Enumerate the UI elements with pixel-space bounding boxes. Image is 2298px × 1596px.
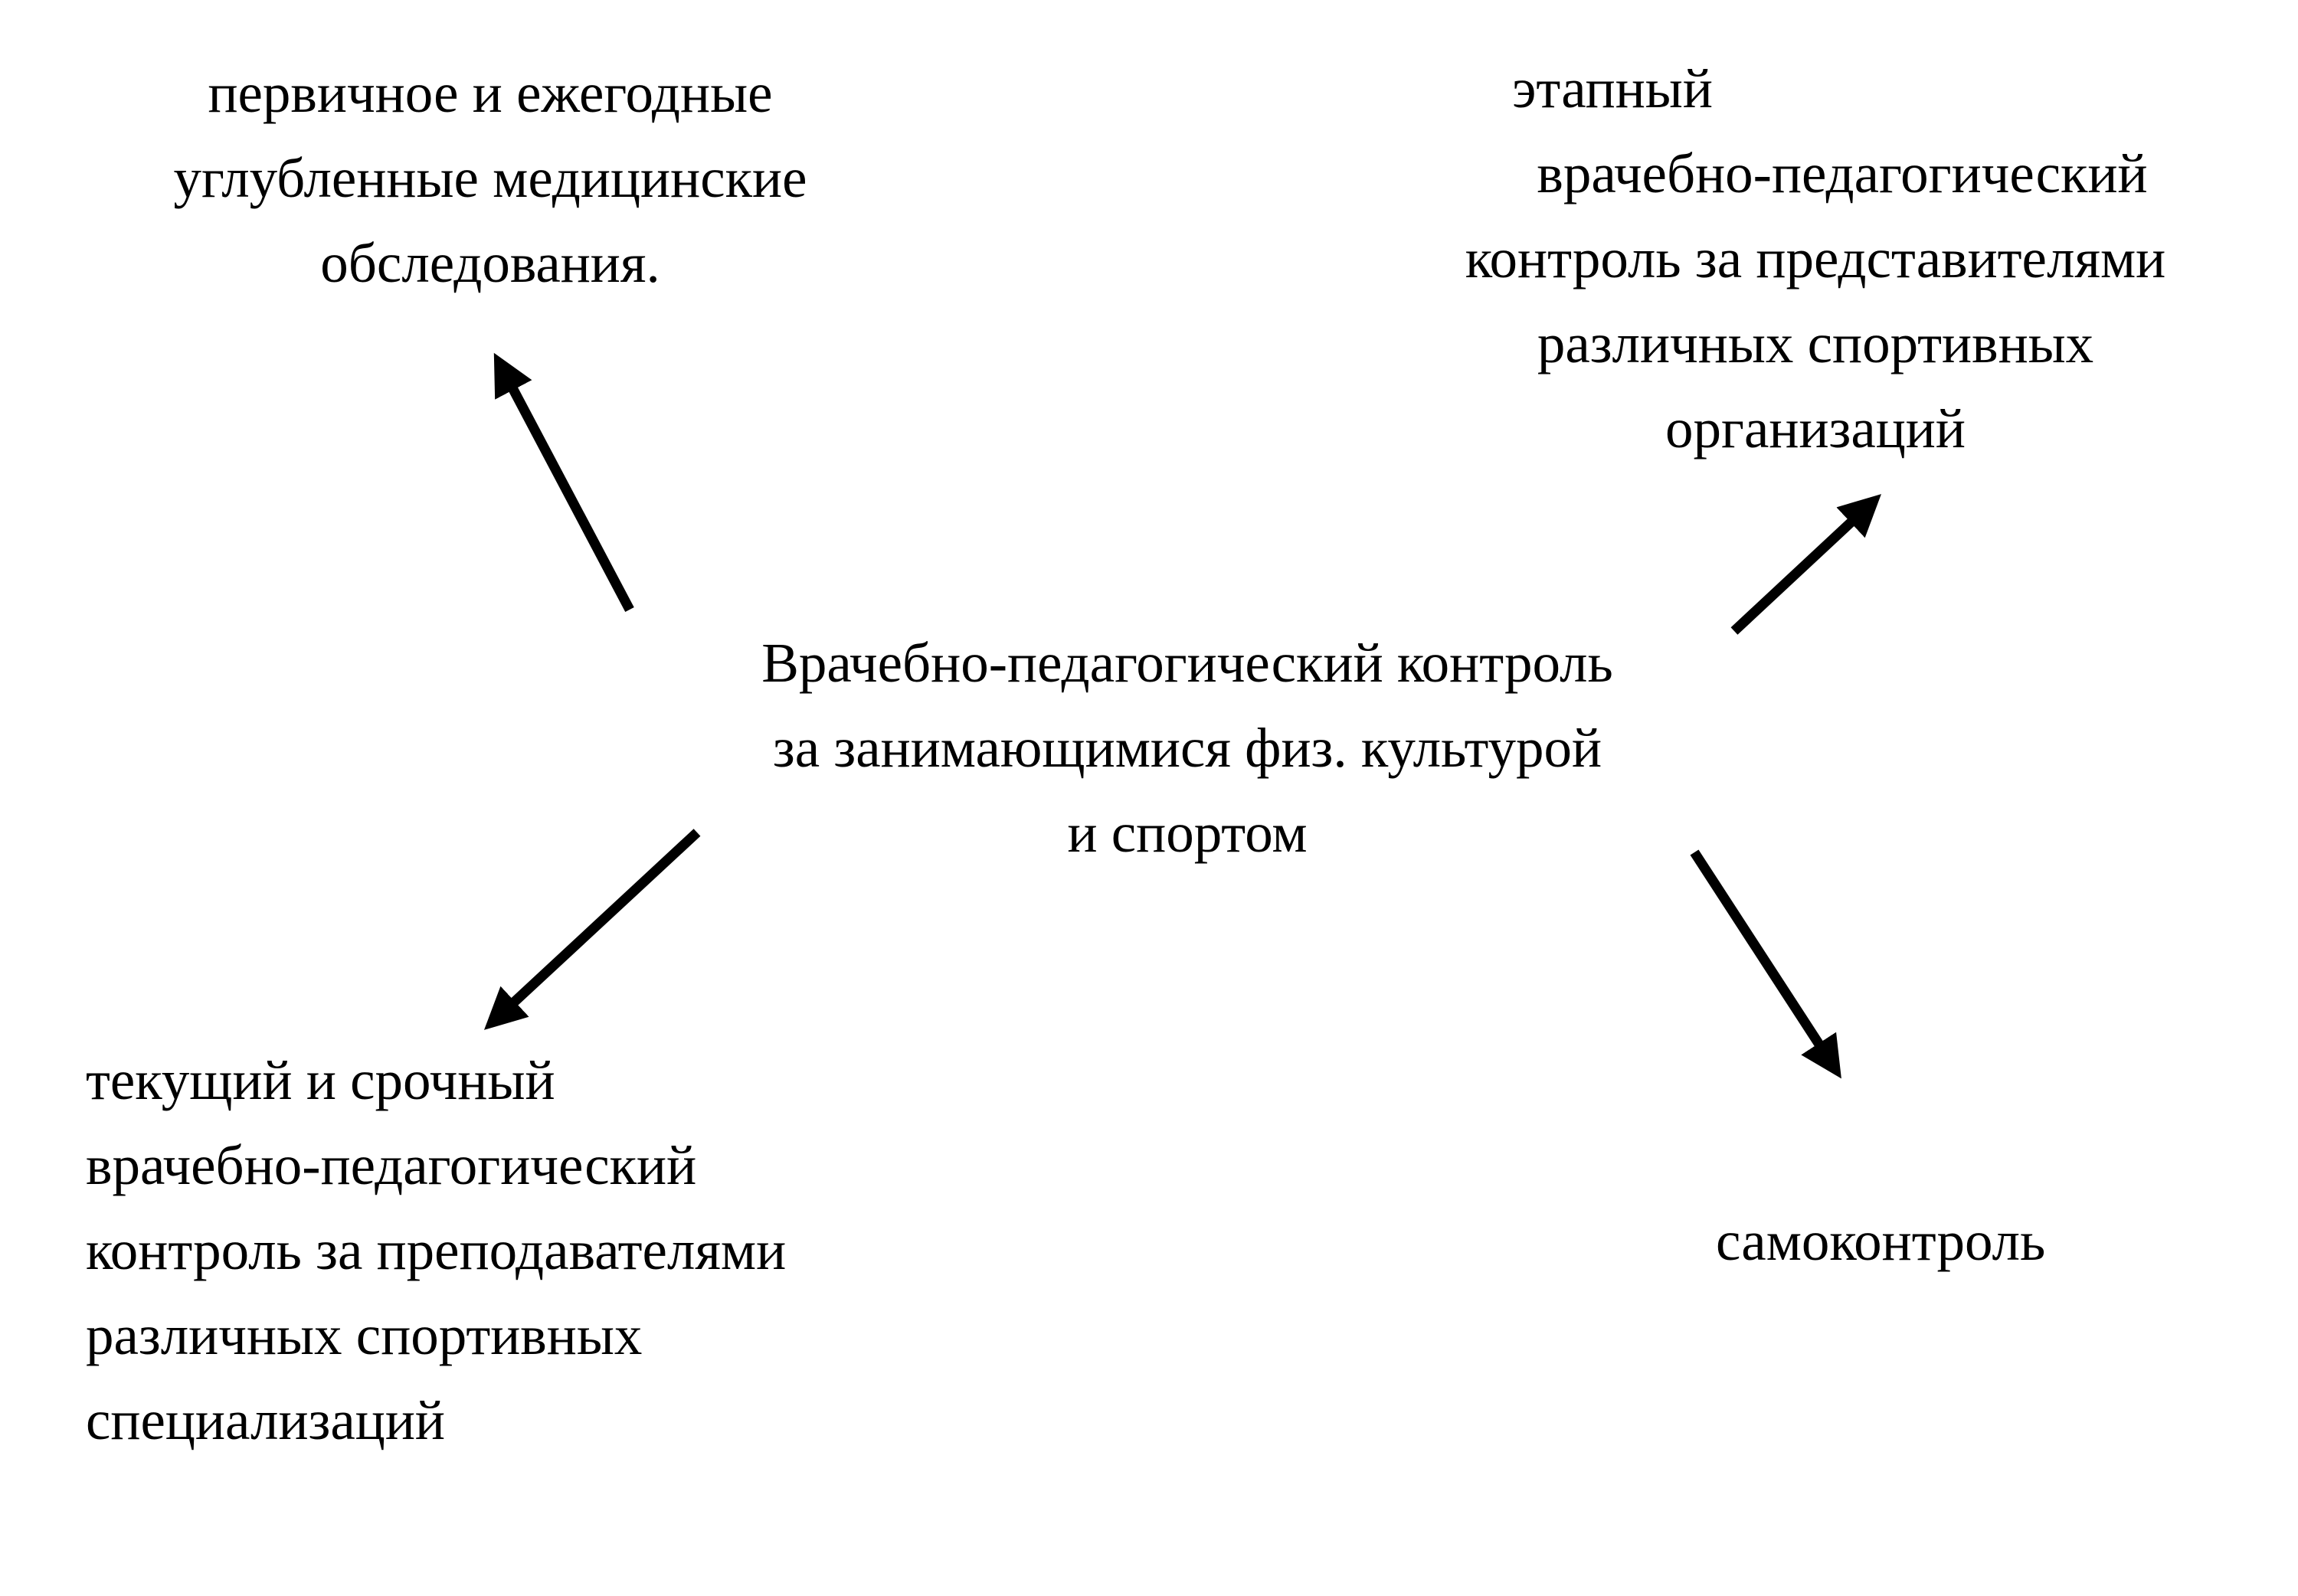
node-bottom-left-line: специализаций [86, 1389, 445, 1451]
arrow-to-bottom-left [496, 832, 697, 1019]
node-top-right-line: этапный [1512, 57, 1713, 119]
central-node-line: Врачебно-педагогический контроль [761, 632, 1613, 694]
node-top-left-line: первичное и ежегодные [208, 62, 773, 124]
node-top-right-line: контроль за представителями [1465, 227, 2166, 289]
node-bottom-left-line: различных спортивных [86, 1304, 643, 1366]
node-bottom-left-line: контроль за преподавателями [86, 1219, 787, 1281]
node-bottom-right-line: самоконтроль [1716, 1210, 2046, 1272]
central-node-line: за занимающимися физ. культурой [772, 717, 1602, 779]
node-top-left-line: углубленные медицинские [173, 147, 807, 209]
central-node-line: и спортом [1067, 802, 1308, 864]
node-bottom-left-line: врачебно-педагогический [86, 1134, 697, 1196]
arrow-to-top-right [1734, 505, 1869, 631]
node-top-right-line: различных спортивных [1537, 312, 2094, 374]
arrow-to-bottom-right [1694, 852, 1832, 1065]
node-top-right-line: организаций [1665, 397, 1966, 460]
node-top-left-line: обследования. [320, 232, 660, 294]
node-top-right-line: врачебно-педагогический [1537, 142, 2148, 204]
arrow-to-top-left-line [502, 368, 630, 610]
node-bottom-left-line: текущий и срочный [86, 1049, 555, 1111]
